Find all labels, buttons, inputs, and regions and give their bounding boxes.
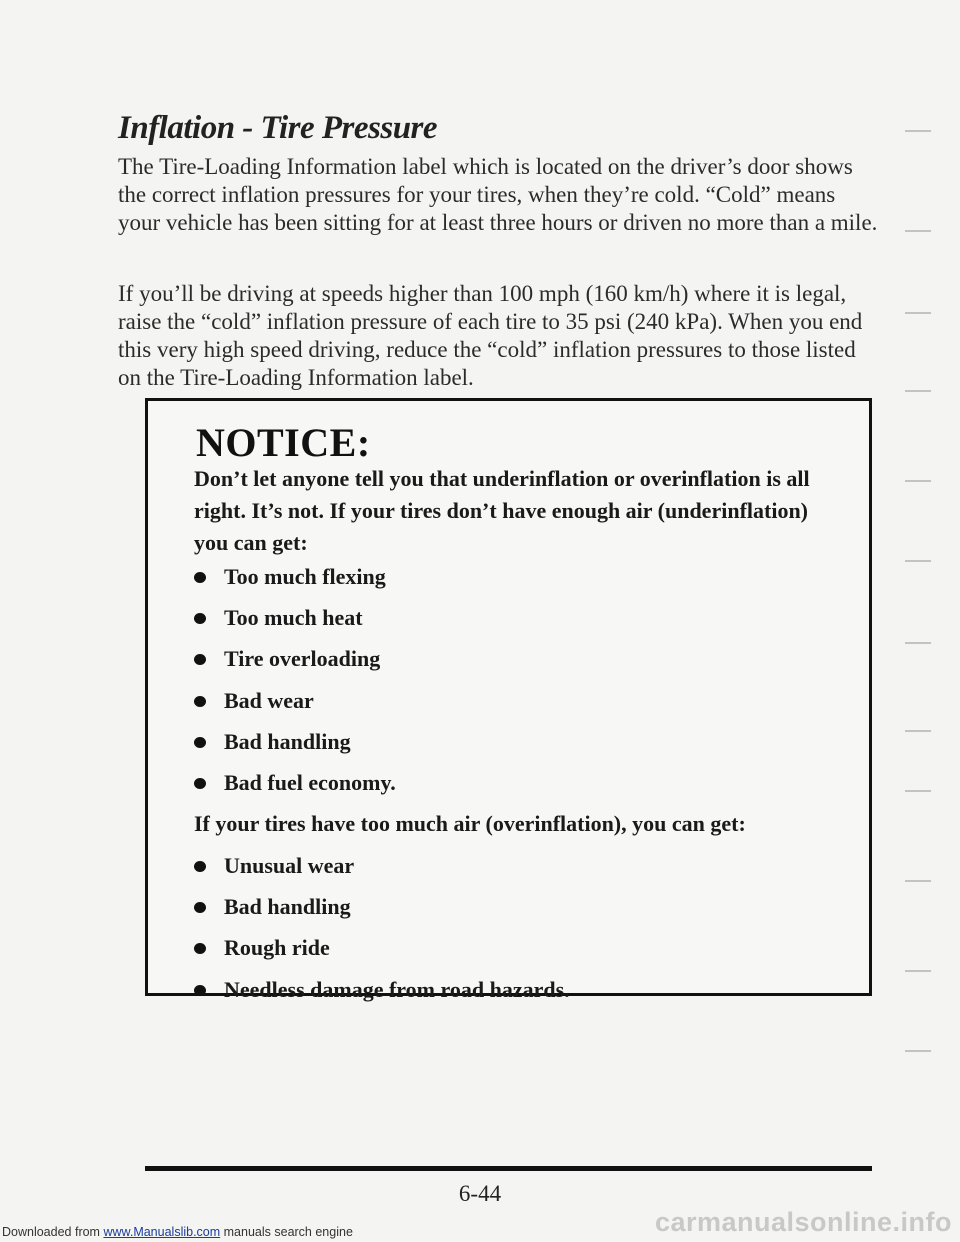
- list-item-text: Needless damage from road hazards.: [224, 976, 570, 1002]
- notice-box: [145, 398, 872, 1002]
- list-item: [194, 728, 396, 769]
- list-item: [194, 893, 570, 934]
- footer-rule: [145, 1166, 872, 1171]
- list-item-text: Tire overloading: [224, 646, 381, 672]
- bullet-icon: [194, 778, 206, 789]
- list-item-text: Bad handling: [224, 894, 351, 920]
- overinflation-intro: If your tires have too much air (overinflation), you can get:: [194, 811, 746, 836]
- bullet-icon: [194, 902, 206, 913]
- list-item: [194, 687, 396, 728]
- bullet-icon: [194, 737, 206, 748]
- section-heading: Inflation - Tire Pressure: [118, 110, 438, 146]
- list-item: [194, 604, 396, 645]
- notice-title: NOTICE:: [196, 420, 371, 465]
- watermark-suffix: manuals search engine: [220, 1225, 353, 1239]
- scan-edge-marks: [905, 90, 945, 1150]
- bullet-icon: [194, 572, 206, 583]
- list-item-text: Bad fuel economy.: [224, 769, 396, 795]
- list-item-text: Too much flexing: [224, 564, 386, 589]
- list-item: [194, 934, 570, 975]
- page-number: 6-44: [458, 1181, 502, 1206]
- list-item-text: Bad wear: [224, 687, 314, 713]
- list-item: [194, 769, 396, 810]
- list-item-text: Bad handling: [224, 728, 351, 754]
- list-item: [194, 976, 570, 1017]
- manualslib-link[interactable]: www.Manualslib.com: [103, 1225, 221, 1239]
- paragraph-high-speed: If you’ll be driving at speeds higher than 100 mph (160 km/h) where it is legal, raise the “cold” inflation pressure of each tire to 35 psi (240 kPa). When you end this very high speed driving, reduce the “cold” inflation pressures to those listed on the Tire-Loading Information label.: [118, 281, 863, 390]
- bullet-icon: [194, 654, 206, 665]
- list-item-text: Too much heat: [224, 605, 363, 631]
- list-item: [194, 645, 396, 686]
- bullet-icon: [194, 696, 206, 707]
- list-item-text: Unusual wear: [224, 853, 355, 878]
- bullet-icon: [194, 861, 206, 872]
- watermark-prefix: Downloaded from: [2, 1225, 104, 1239]
- site-watermark: carmanualsonline.info: [654, 1207, 952, 1237]
- notice-intro: Don’t let anyone tell you that underinflation or overinflation is all right. It’s not. If your tires don’t have enough air (underinflation) you can get:: [194, 466, 810, 555]
- download-source-watermark: [2, 1225, 353, 1239]
- bullet-icon: [194, 943, 206, 954]
- overinflation-list: [194, 852, 570, 1017]
- bullet-icon: [194, 613, 206, 624]
- paragraph-cold-pressure: The Tire-Loading Information label which is located on the driver’s door shows the correct inflation pressures for your tires, when they’re cold. “Cold” means your vehicle has been sitting for at least three hours or driven no more than a mile.: [118, 154, 878, 235]
- bullet-icon: [194, 985, 206, 996]
- underinflation-list: [194, 563, 396, 810]
- list-item: [194, 852, 570, 893]
- list-item: [194, 563, 396, 604]
- list-item-text: Rough ride: [224, 935, 330, 961]
